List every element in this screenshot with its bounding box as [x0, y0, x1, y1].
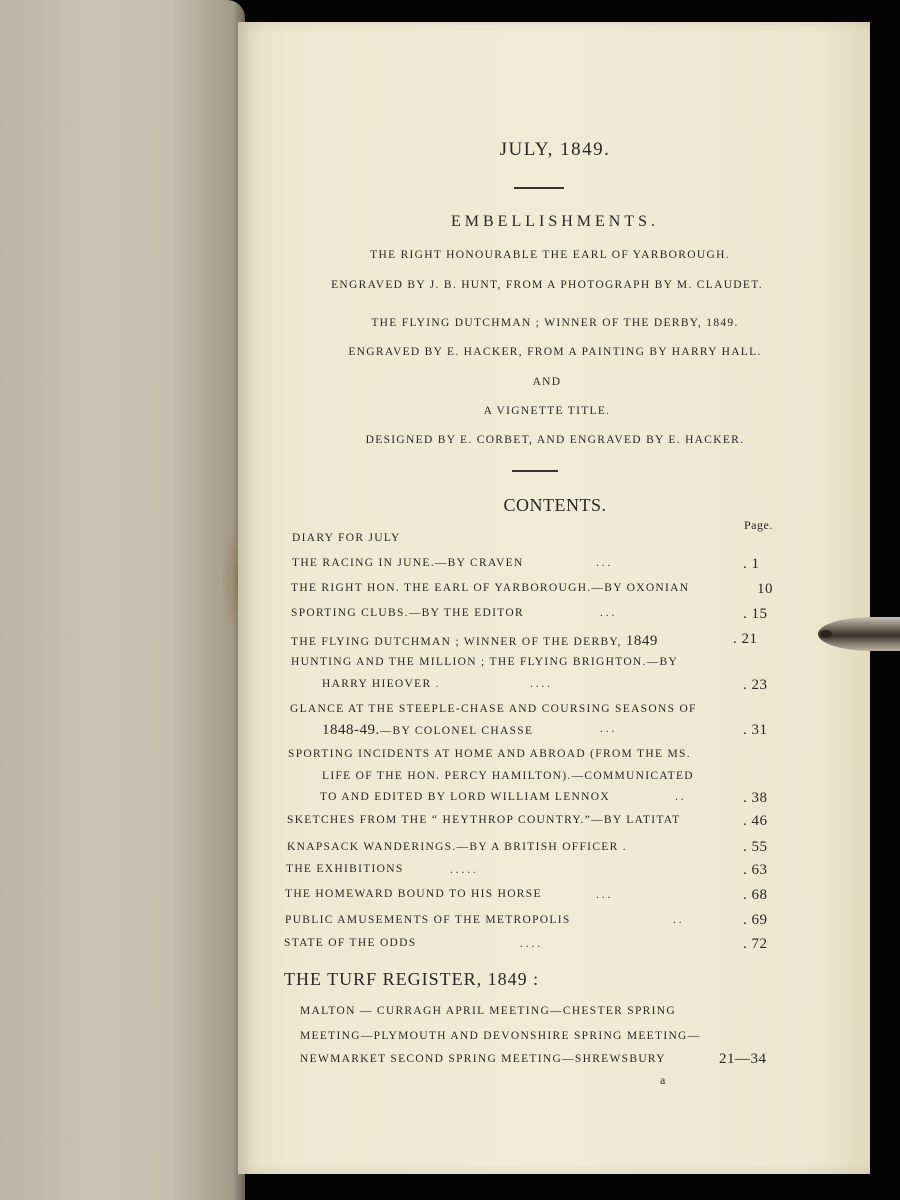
divider-rule	[514, 187, 564, 189]
page-number: 55	[751, 839, 768, 855]
contents-entry-title: THE RIGHT HON. THE EARL OF YARBOROUGH.—BY OXONIAN	[291, 582, 690, 594]
divider-rule	[512, 470, 558, 472]
embellishment-line: A VIGNETTE TITLE.	[483, 405, 611, 417]
page-number: 72	[751, 936, 768, 952]
turf-register-title: THE TURF REGISTER, 1849 :	[284, 969, 540, 989]
page-number: 38	[751, 790, 768, 806]
leader-dots: . . .	[600, 723, 615, 735]
contents-entry-page: 10	[757, 581, 773, 597]
embellishment-line: THE FLYING DUTCHMAN ; WINNER OF THE DERBY, 1849.	[371, 317, 739, 329]
contents-entry-title: HUNTING AND THE MILLION ; THE FLYING BRIGHTON.—BY	[291, 656, 679, 668]
leader-dots: . .	[675, 791, 684, 803]
page-number: 63	[751, 862, 768, 878]
contents-entry-title: STATE OF THE ODDS	[284, 937, 417, 949]
pen-nib	[820, 630, 832, 638]
book-page	[238, 22, 870, 1174]
contents-entry-page: . 46	[743, 813, 768, 829]
contents-entry-page: . 68	[743, 887, 768, 903]
signature-mark: a	[660, 1073, 666, 1087]
page-number: 69	[751, 912, 768, 928]
embellishment-line: ENGRAVED BY E. HACKER, FROM A PAINTING BY HARRY HALL.	[348, 346, 762, 358]
turf-register-line: MEETING—PLYMOUTH AND DEVONSHIRE SPRING MEETING—	[300, 1030, 701, 1042]
embellishments-title: EMBELLISHMENTS.	[451, 213, 659, 230]
page-number: 1	[751, 556, 760, 572]
entry-year: 1848-49.	[322, 722, 380, 738]
leader-dots: . . . .	[520, 938, 541, 950]
contents-entry-title: THE RACING IN JUNE.—BY CRAVEN	[292, 557, 524, 569]
leader-dots: . . .	[600, 607, 615, 619]
contents-entry-title	[291, 633, 658, 650]
contents-entry-title: THE HOMEWARD BOUND TO HIS HORSE	[285, 888, 542, 900]
contents-entry-title: SPORTING INCIDENTS AT HOME AND ABROAD (FROM THE MS.	[288, 748, 691, 760]
page-number: 15	[751, 606, 768, 622]
contents-entry-title: SPORTING CLUBS.—BY THE EDITOR	[291, 607, 524, 619]
contents-entry-continuation	[322, 722, 533, 739]
contents-entry-title: KNAPSACK WANDERINGS.—BY A BRITISH OFFICER .	[287, 841, 627, 853]
entry-text: —BY COLONEL CHASSE	[379, 725, 534, 737]
contents-diary: DIARY FOR JULY	[292, 532, 401, 544]
page-number: 68	[751, 887, 768, 903]
contents-entry-page: . 21	[733, 631, 758, 647]
embellishment-line: DESIGNED BY E. CORBET, AND ENGRAVED BY E. HACKER.	[365, 434, 745, 446]
leader-dots: . . .	[596, 889, 611, 901]
contents-entry-continuation: TO AND EDITED BY LORD WILLIAM LENNOX	[320, 791, 610, 803]
embellishment-line: ENGRAVED BY J. B. HUNT, FROM A PHOTOGRAPH BY M. CLAUDET.	[331, 279, 763, 291]
leader-dots: . . . .	[530, 678, 551, 690]
contents-entry-page: . 1	[743, 556, 760, 572]
contents-entry-page: . 38	[743, 790, 768, 806]
contents-title: CONTENTS.	[503, 495, 607, 515]
contents-entry-page: . 23	[743, 677, 768, 693]
contents-entry-page: . 63	[743, 862, 768, 878]
page-number: 23	[751, 677, 768, 693]
contents-entry-page: . 69	[743, 912, 768, 928]
contents-entry-page: . 72	[743, 936, 768, 952]
issue-date: JULY, 1849.	[499, 139, 611, 160]
contents-entry-page: . 31	[743, 722, 768, 738]
facing-page-verso	[0, 0, 245, 1200]
contents-entry-page: . 15	[743, 606, 768, 622]
embellishment-line: AND	[532, 376, 562, 388]
contents-entry-continuation: LIFE OF THE HON. PERCY HAMILTON).—COMMUNICATED	[322, 770, 694, 782]
leader-dots: . . .	[596, 557, 611, 569]
page-column-header: Page.	[744, 518, 773, 532]
contents-entry-title: THE EXHIBITIONS	[286, 863, 404, 875]
page-number: 31	[751, 722, 768, 738]
page-number: 46	[751, 813, 768, 829]
contents-entry-continuation: HARRY HIEOVER .	[322, 678, 440, 690]
turf-register-line: NEWMARKET SECOND SPRING MEETING—SHREWSBURY	[300, 1053, 666, 1065]
embellishment-line: THE RIGHT HONOURABLE THE EARL OF YARBOROUGH.	[370, 249, 730, 261]
turf-register-pages: 21—34	[719, 1051, 767, 1067]
contents-entry-page: . 55	[743, 839, 768, 855]
contents-entry-title: GLANCE AT THE STEEPLE-CHASE AND COURSING SEASONS OF	[290, 703, 697, 715]
entry-text: THE FLYING DUTCHMAN ; WINNER OF THE DERBY,	[291, 636, 622, 648]
page-number: 21	[741, 631, 758, 647]
contents-entry-title: SKETCHES FROM THE “ HEYTHROP COUNTRY.”—BY LATITAT	[287, 814, 681, 826]
turf-register-line: MALTON — CURRAGH APRIL MEETING—CHESTER SPRING	[300, 1005, 676, 1017]
leader-dots: . . . . .	[450, 864, 476, 876]
leader-dots: . .	[673, 914, 682, 926]
entry-year: 1849	[625, 633, 658, 649]
contents-entry-title: PUBLIC AMUSEMENTS OF THE METROPOLIS	[285, 914, 571, 926]
